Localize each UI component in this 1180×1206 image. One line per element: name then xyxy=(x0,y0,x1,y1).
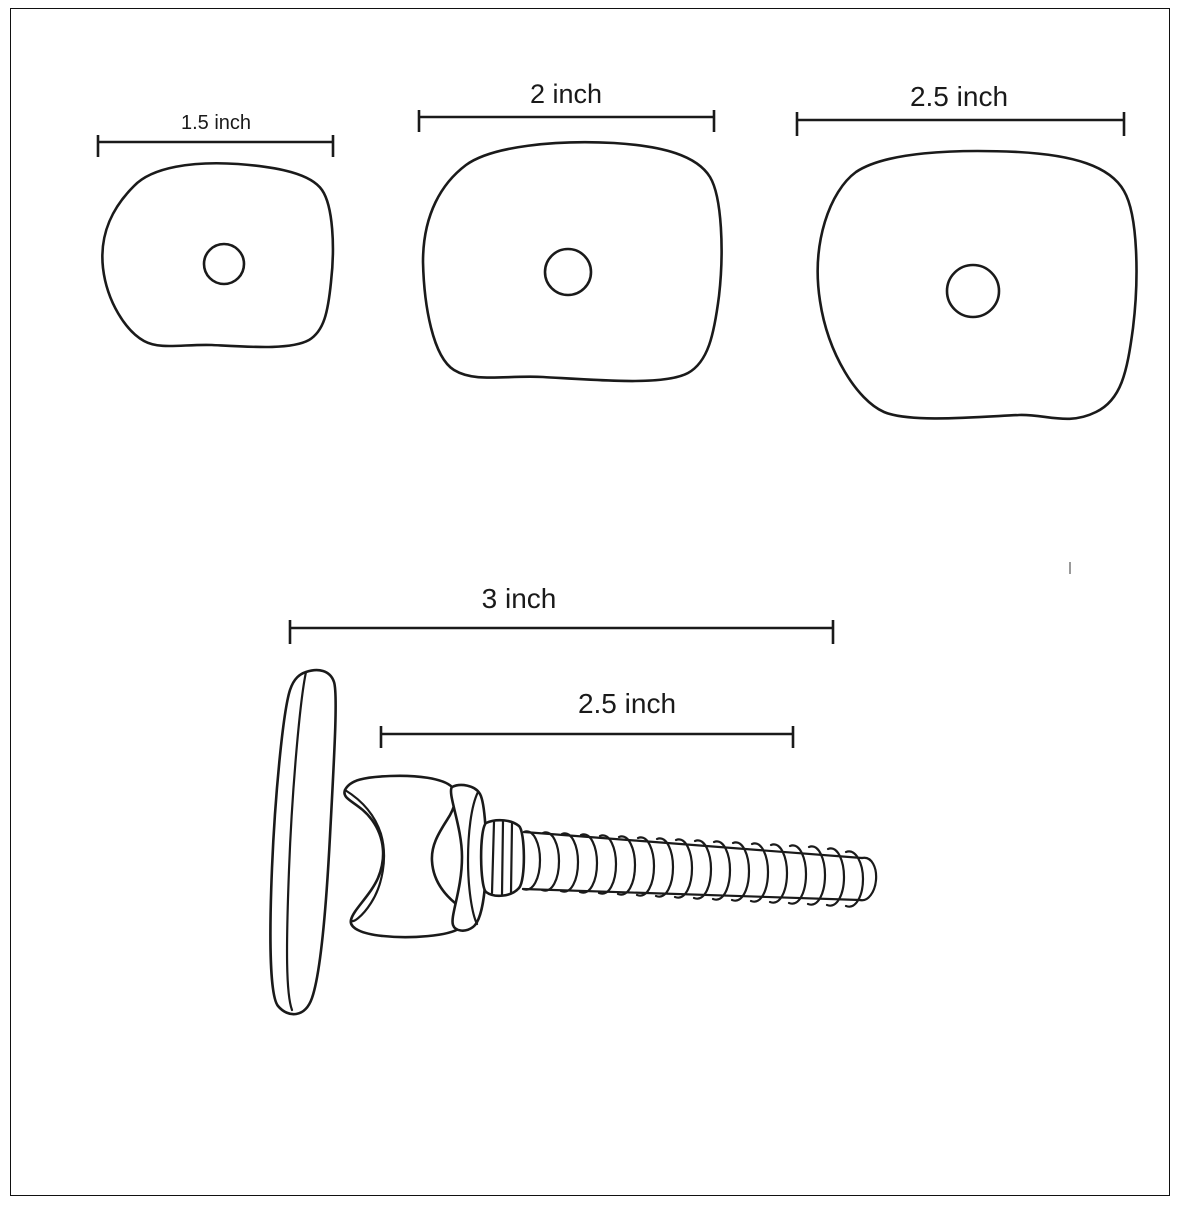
label-plate-large: 2.5 inch xyxy=(909,81,1009,112)
label-plate-medium: 2 inch xyxy=(529,79,603,109)
dimension-2-5-inch xyxy=(797,112,1124,136)
knob-backplate-edge xyxy=(270,670,335,1014)
dimension-2-inch xyxy=(419,110,714,132)
dimension-screw-2-5-inch xyxy=(381,726,793,748)
plate-small xyxy=(102,163,333,347)
plate-medium xyxy=(423,142,722,381)
screw-shank xyxy=(481,820,524,896)
image-speck xyxy=(1069,562,1071,574)
label-plate-small: 1.5 inch xyxy=(180,112,252,134)
plate-large xyxy=(818,151,1137,419)
dimension-3-inch xyxy=(290,620,833,644)
label-screw-2-5-inch: 2.5 inch xyxy=(577,688,677,719)
dimension-1-5-inch xyxy=(98,135,333,157)
label-overall-3-inch: 3 inch xyxy=(481,583,557,614)
screw-threads xyxy=(523,831,876,906)
knob-body xyxy=(344,776,464,937)
